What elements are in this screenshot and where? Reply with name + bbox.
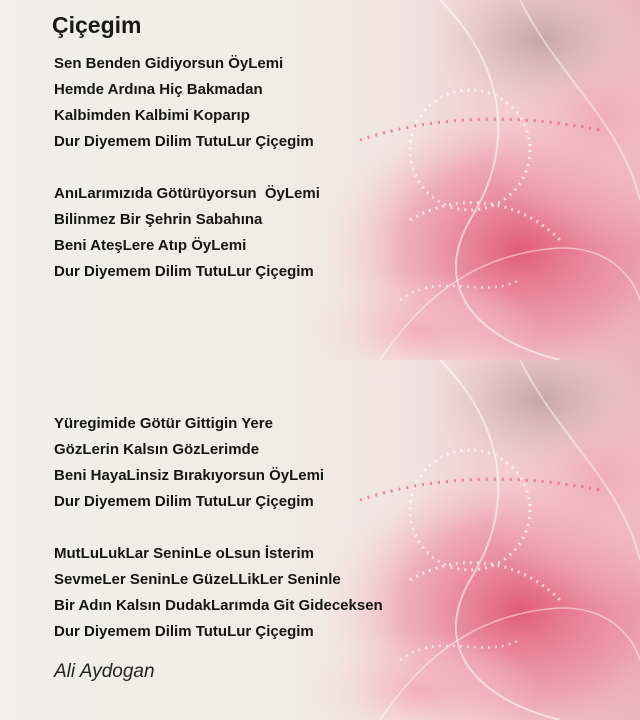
poem-line: Yüregimide Götür Gittigin Yere	[54, 415, 273, 432]
poem-line: GözLerin Kalsın GözLerimde	[54, 441, 260, 458]
poem-line: Beni AteşLere Atıp ÖyLemi	[54, 237, 247, 254]
poem-line: MutLuLukLar SeninLe oLsun İsterim	[54, 545, 315, 562]
poem-author: Ali Aydogan	[54, 661, 155, 682]
poem-line: Dur Diyemem Dilim TutuLur Çiçegim	[54, 263, 314, 280]
poem-line: Bilinmez Bir Şehrin Sabahına	[54, 211, 263, 228]
poem-line: Bir Adın Kalsın DudakLarımda Git Gideceksen	[54, 597, 383, 614]
poem-line: Dur Diyemem Dilim TutuLur Çiçegim	[54, 493, 314, 510]
poem-line: Kalbimden Kalbimi Koparıp	[54, 107, 250, 124]
poem-line: Dur Diyemem Dilim TutuLur Çiçegim	[54, 623, 314, 640]
poem-line: Dur Diyemem Dilim TutuLur Çiçegim	[54, 133, 314, 150]
poem-line: Hemde Ardına Hiç Bakmadan	[54, 81, 263, 98]
poem-title: Çiçegim	[52, 12, 142, 38]
poem-line: Sen Benden Gidiyorsun ÖyLemi	[54, 55, 284, 72]
poem-line: Beni HayaLinsiz Bırakıyorsun ÖyLemi	[54, 467, 325, 484]
poem-line: SevmeLer SeninLe GüzeLLikLer Seninle	[54, 571, 341, 588]
poem-line: AnıLarımızıda Götürüyorsun ÖyLemi	[54, 185, 320, 202]
